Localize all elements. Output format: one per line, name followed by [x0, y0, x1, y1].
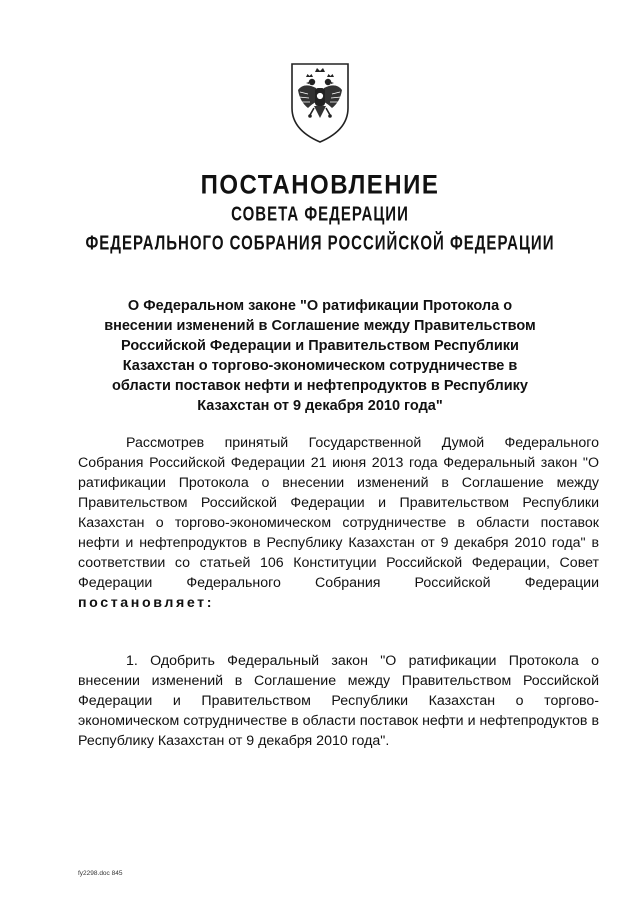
body-paragraph-1 — [78, 433, 599, 613]
coat-of-arms-icon — [288, 60, 352, 146]
paragraph-1-text: Рассмотрев принятый Государственной Думой Федерального Собрания Российской Федерации 21 июня 2013 года Федеральный закон "О ратификации Протокола о внесении изменений в Соглашение между Правительством Российской Федерации и Правительством Республики Казахстан о торгово-экономическом сотрудничестве в области поставок нефти и нефтепродуктов в Республику Казахстан от 9 декабря 2010 года" в соответствии со статьей 106 Конституции Российской Федерации, Совет Федерации Федерального Собрания Российской Федерации — [78, 435, 599, 591]
body-paragraph-2: 1. Одобрить Федеральный закон "О ратификации Протокола о внесении изменений в Соглашение между Правительством Российской Федерации и Правительством Республики Казахстан о торгово-экономическом сотрудничестве в области поставок нефти и нефтепродуктов в Республику Казахстан от 9 декабря 2010 года". — [78, 653, 599, 749]
issuer-heading-line2: ФЕДЕРАЛЬНОГО СОБРАНИЯ РОССИЙСКОЙ ФЕДЕРАЦИИ — [85, 232, 555, 255]
document-title: О Федеральном законе "О ратификации Протокола о внесении изменений в Соглашение между Правительством Российской Федерации и Правительством Республики Казахстан о торгово-экономическом сотрудничестве в области поставок нефти и нефтепродуктов в Республику Казахстан от 9 декабря 2010 года" — [104, 298, 536, 414]
footer-doc-ref: fy2298.doc 845 — [78, 870, 123, 877]
resolves-keyword: постановляет: — [78, 595, 215, 611]
document-type-heading: ПОСТАНОВЛЕНИЕ — [200, 170, 440, 201]
issuer-heading-line1: СОВЕТА ФЕДЕРАЦИИ — [231, 203, 409, 226]
